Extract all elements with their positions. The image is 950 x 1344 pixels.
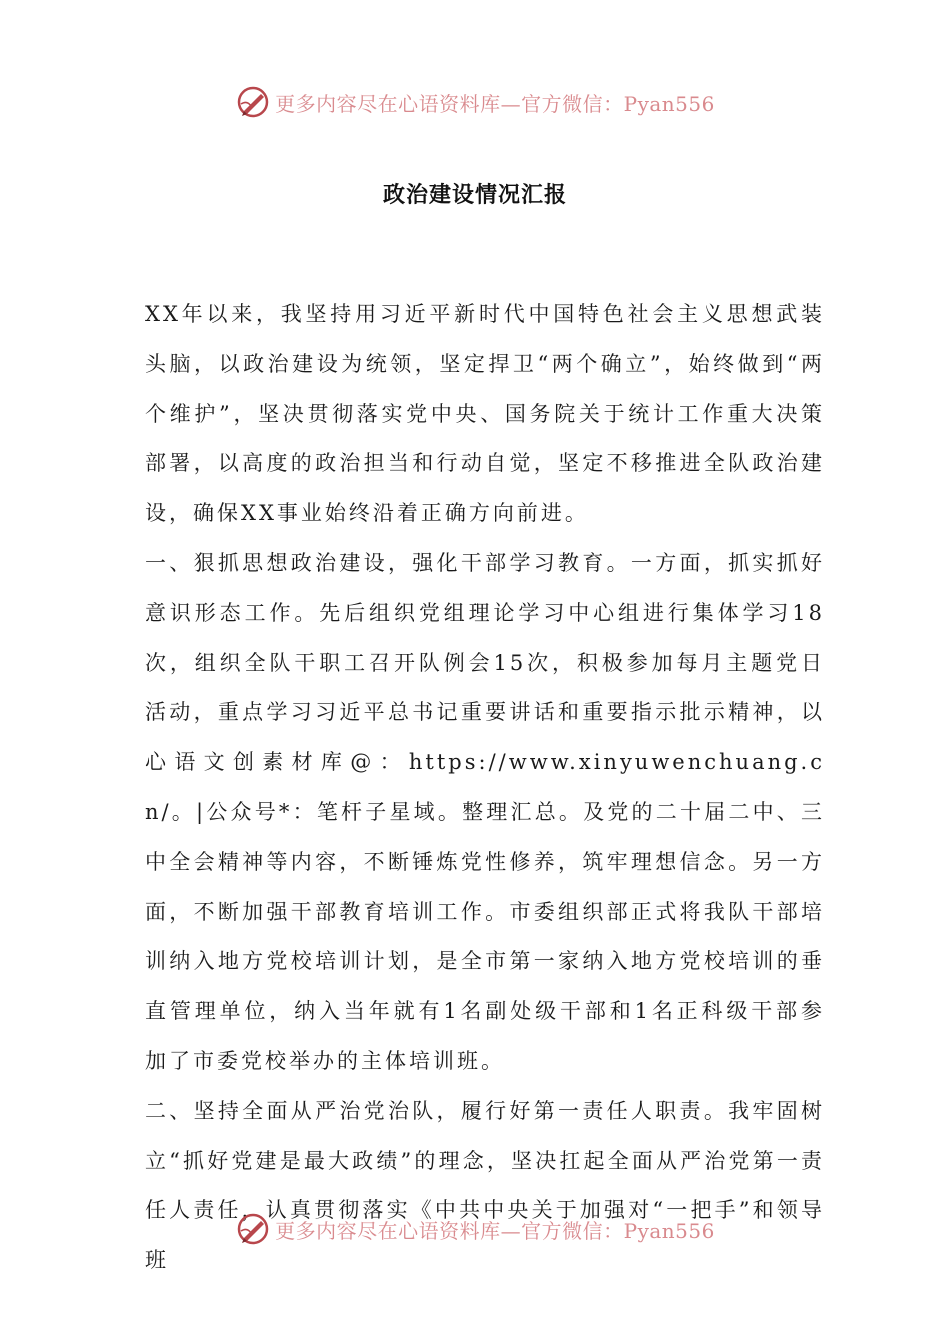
paragraph-intro: XX年以来，我坚持用习近平新时代中国特色社会主义思想武装头脑，以政治建设为统领，坚定捍卫“两个确立”，始终做到“两个维护”，坚决贯彻落实党中央、国务院关于统计工作重大决策部署，以高度的政治担当和行动自觉，坚定不移推进全队政治建设，确保XX事业始终沿着正确方向前进。: [145, 302, 825, 526]
header-watermark: [0, 82, 950, 122]
paragraph-section-2: 二、坚持全面从严治党治队，履行好第一责任人职责。我牢固树立“抓好党建是最大政绩”的理念，坚决扛起全面从严治党第一责任人责任，认真贯彻落实《中共中央关于加强对“一把手”和领导班: [145, 1098, 825, 1273]
watermark-text: 更多内容尽在心语资料库—官方微信：Pyan556: [275, 91, 715, 116]
pen-circle-logo-icon: [235, 1211, 271, 1247]
document-body: [145, 290, 825, 1286]
watermark-text: 更多内容尽在心语资料库—官方微信：Pyan556: [275, 1218, 715, 1243]
document-title: 政治建设情况汇报: [382, 183, 567, 208]
footer-watermark: [0, 1209, 950, 1249]
paragraph-section-1: 一、狠抓思想政治建设，强化干部学习教育。一方面，抓实抓好意识形态工作。先后组织党组理论学习中心组进行集体学习18次，组织全队干职工召开队例会15次，积极参加每月主题党日活动，重点学习习近平总书记重要讲话和重要指示批示精神，以心语文创素材库@：https://www.xinyuwenchuang.cn/。|公众号*：笔杆子星域。整理汇总。及党的二十届二中、三中全会精神等内容，不断锤炼党性修养，筑牢理想信念。另一方面，不断加强干部教育培训工作。市委组织部正式将我队干部培训纳入地方党校培训计划，是全市第一家纳入地方党校培训的垂直管理单位，纳入当年就有1名副处级干部和1名正科级干部参加了市委党校举办的主体培训班。: [145, 550, 825, 1073]
pen-circle-logo-icon: [235, 84, 271, 120]
